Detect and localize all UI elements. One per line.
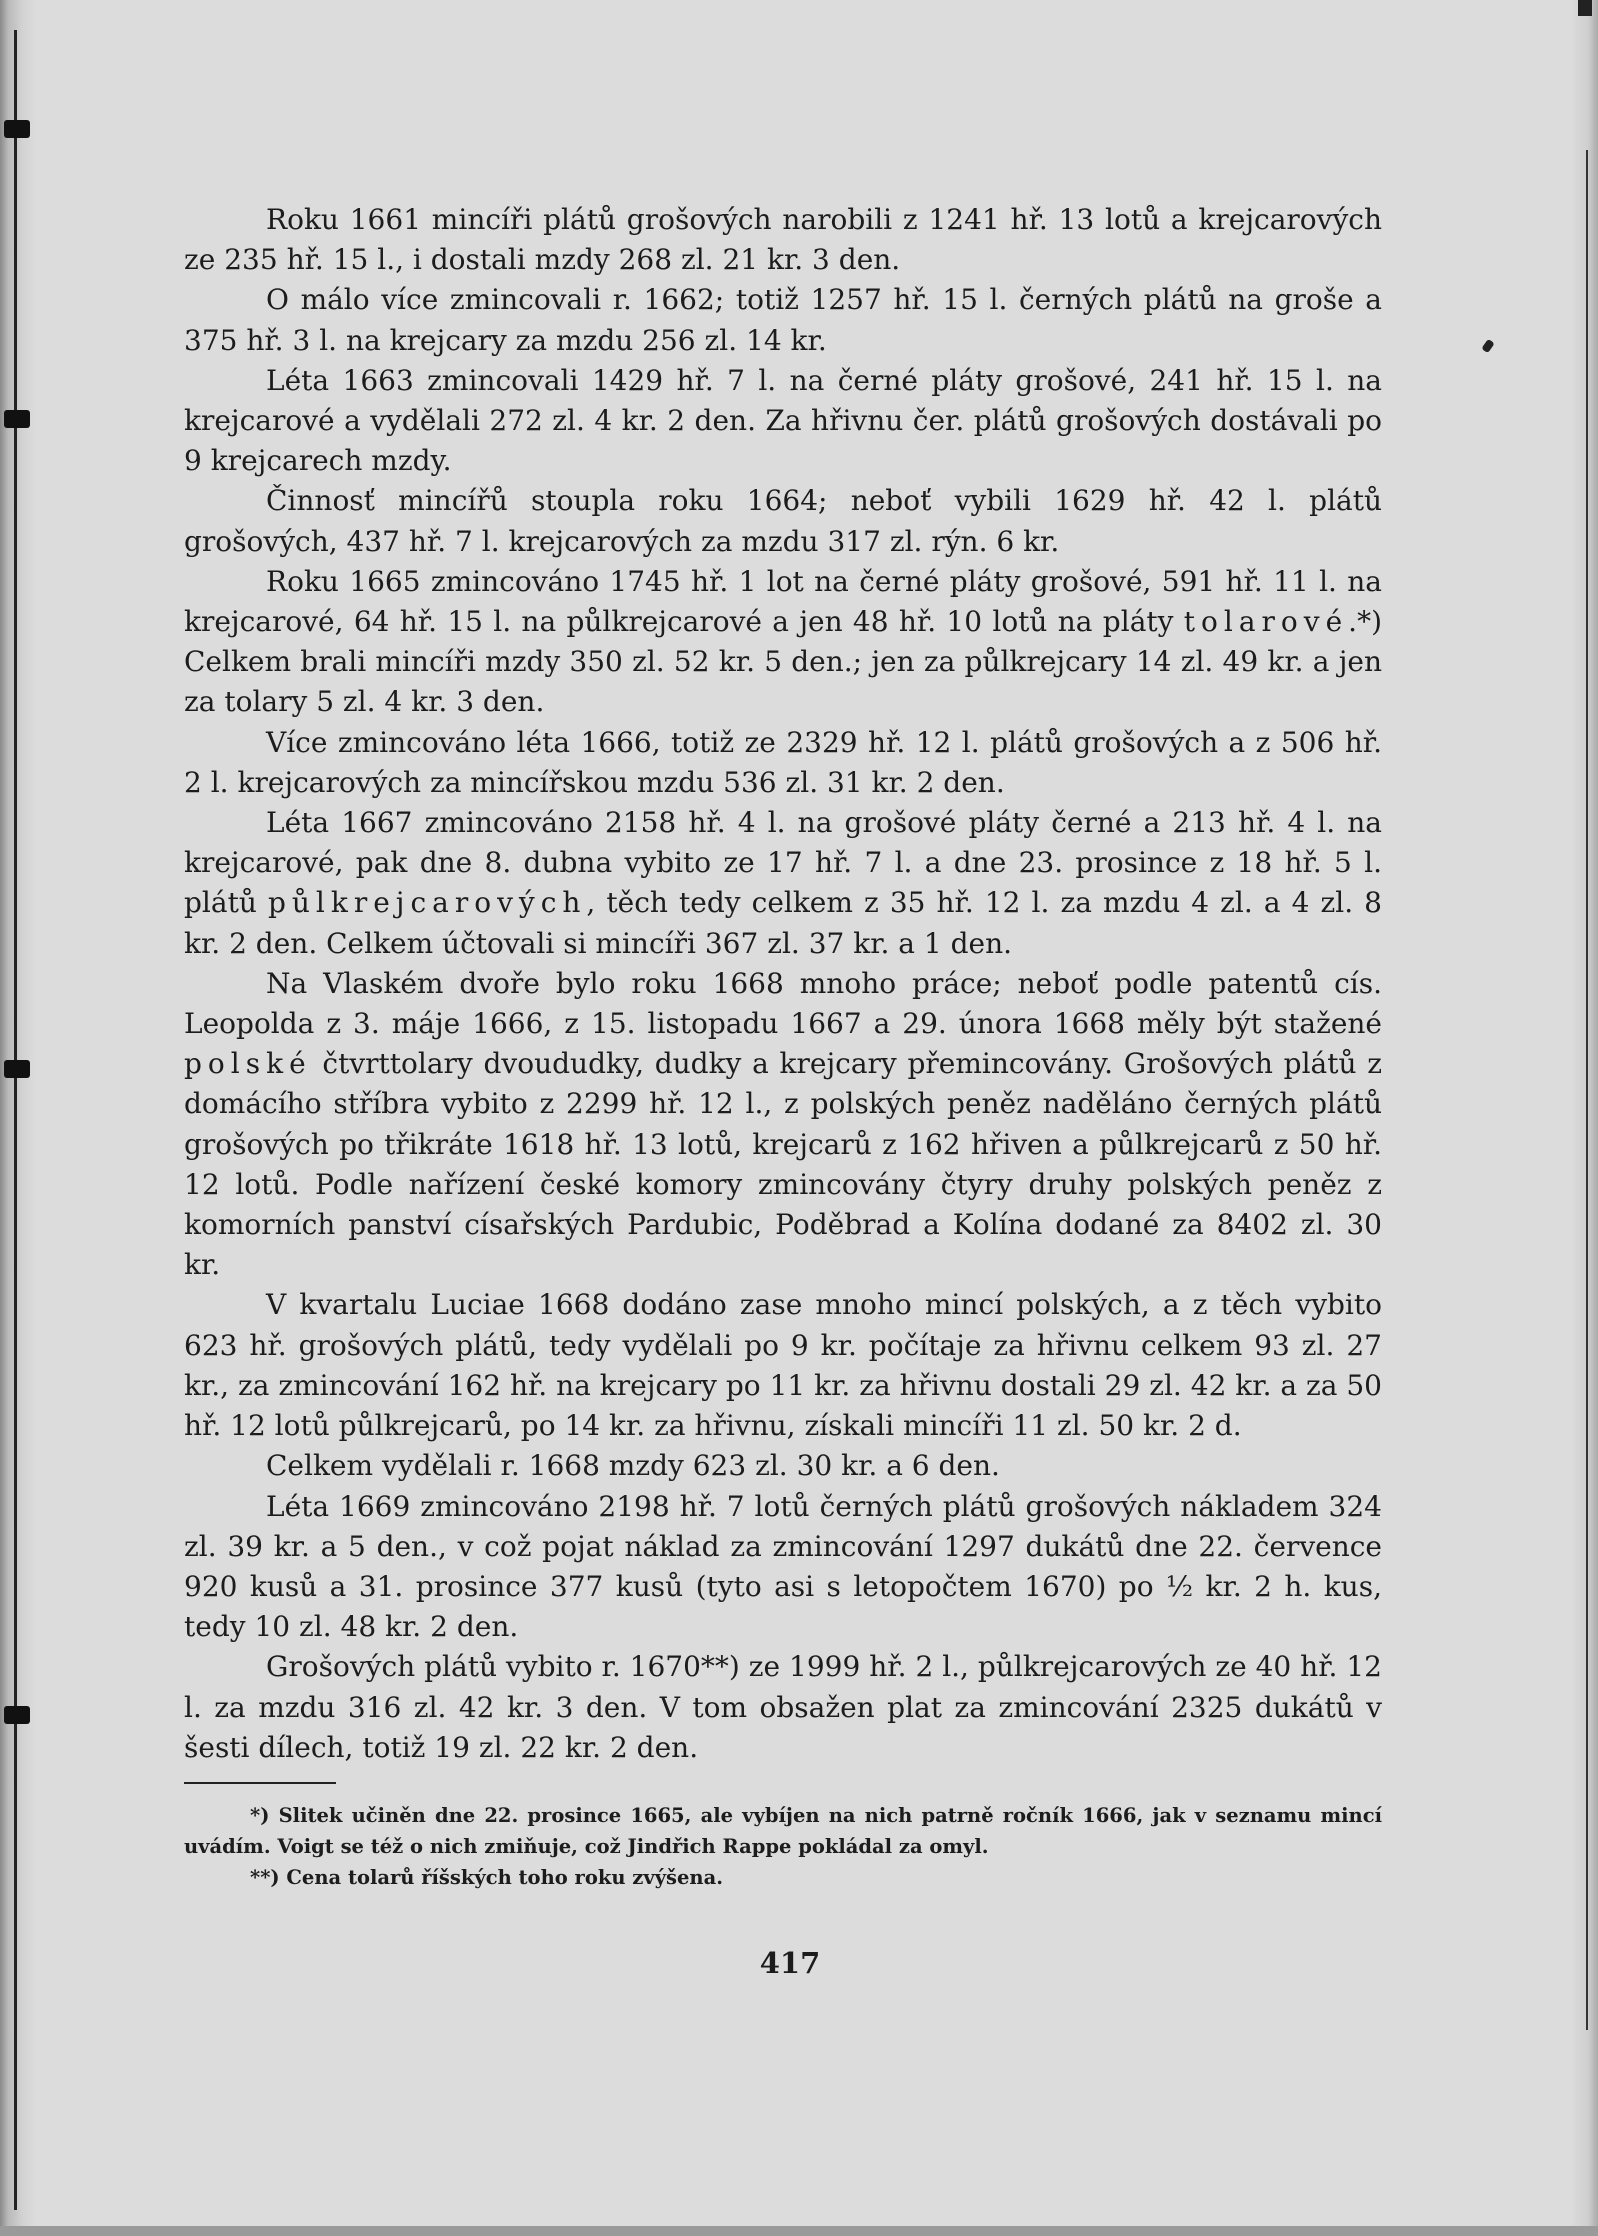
- page-number: 417: [759, 1946, 821, 1980]
- text-run: O málo více zmincovali r. 1662; totiž 1257 hř. 15 l. černých plátů na groše a 375 hř. 3 l. na krejcary za mzdu 256 zl. 14 kr.: [184, 283, 1382, 357]
- paragraph: [184, 723, 1382, 803]
- text-run: .*) Celkem brali mincíři mzdy 350 zl. 52 kr. 5 den.; jen za půlkrejcary 14 zl. 49 kr. a jen za tolary 5 zl. 4 kr. 3 den.: [184, 605, 1382, 719]
- paragraph: [184, 1647, 1382, 1768]
- binding-mark: [4, 410, 30, 428]
- footnotes: [184, 1800, 1382, 1893]
- text-run: Grošových plátů vybito r. 1670**) ze 1999 hř. 2 l., půlkrejcarových ze 40 hř. 12 l. za mzdu 316 zl. 42 kr. 3 den. V tom obsažen plat za zmincování 2325 dukátů v šesti dílech, totiž 19 zl. 22 kr. 2 den.: [184, 1650, 1382, 1764]
- text-run: Celkem vydělali r. 1668 mzdy 623 zl. 30 kr. a 6 den.: [266, 1449, 1000, 1483]
- paragraph: [184, 280, 1382, 360]
- text-run: V kvartalu Luciae 1668 dodáno zase mnoho mincí polských, a z těch vybito 623 hř. grošových plátů, tedy vydělali po 9 kr. počítaje za hřivnu celkem 93 zl. 27 kr., za zmincování 162 hř. na krejcary po 11 kr. za hřivnu dostali 29 zl. 42 kr. a za 50 hř. 12 lotů půlkrejcarů, po 14 kr. za hřivnu, získali mincíři 11 zl. 50 kr. 2 d.: [184, 1288, 1382, 1443]
- binding-line: [14, 30, 17, 2210]
- binding-mark: [4, 1060, 30, 1078]
- binding-mark: [4, 120, 30, 138]
- bottom-page-edge: [0, 2226, 1598, 2236]
- text-run: Léta 1669 zmincováno 2198 hř. 7 lotů černých plátů grošových nákladem 324 zl. 39 kr. a 5 den., v což pojat náklad za zmincování 1297 dukátů dne 22. července 920 kusů a 31. prosince 377 kusů (tyto asi s letopočtem 1670) po ½ kr. 2 h. kus, tedy 10 zl. 48 kr. 2 den.: [184, 1489, 1382, 1644]
- text-run: Na Vlaském dvoře bylo roku 1668 mnoho práce; neboť podle patentů cís. Leopolda z 3. máje 1666, z 15. listopadu 1667 a 29. února 1668 měly být stažené: [184, 966, 1382, 1041]
- footnote: *) Slitek učiněn dne 22. prosince 1665, ale vybíjen na nich patrně ročník 1666, jak v seznamu mincí uvádím. Voigt se též o nich zmiňuje, což Jindřich Rappe pokládal za omyl.: [184, 1804, 1382, 1858]
- text-run: Léta 1663 zmincovali 1429 hř. 7 l. na černé pláty grošové, 241 hř. 15 l. na krejcarové a vydělali 272 zl. 4 kr. 2 den. Za hřivnu čer. plátů grošových dostávali po 9 krejcarech mzdy.: [184, 363, 1382, 478]
- paragraph: [184, 562, 1382, 723]
- text-run: čtvrttolary dvoududky, dudky a krejcary přemincovány. Grošových plátů z domácího stříbra vybito z 2299 hř. 12 l., z polských peněz naděláno černých plátů grošových po třikráte 1618 hř. 13 lotů, krejcarů z 162 hřiven a půlkrejcarů z 50 hř. 12 lotů. Podle nařízení české komory zmincovány čtyry druhy polských peněz z komorních panství císařských Pardubic, Poděbrad a Kolína dodané za 8402 zl. 30 kr.: [184, 1047, 1382, 1282]
- text-run: Více zmincováno léta 1666, totiž ze 2329 hř. 12 l. plátů grošových a z 506 hř. 2 l. krejcarových za mincířskou mzdu 536 zl. 31 kr. 2 den.: [184, 725, 1382, 799]
- right-page-edge: [1570, 0, 1598, 2236]
- paragraph: [184, 803, 1382, 964]
- paragraph: [184, 1487, 1382, 1648]
- paragraph: [184, 1446, 1382, 1486]
- text-run: Roku 1661 mincíři plátů grošových narobili z 1241 hř. 13 lotů a krejcarových ze 235 hř. 15 l., i dostali mzdy 268 zl. 21 kr. 3 den.: [184, 203, 1382, 277]
- binding-mark: [4, 1706, 30, 1724]
- footnote-rule: [184, 1782, 336, 1784]
- paragraph: [184, 200, 1382, 280]
- ink-speck: [1481, 339, 1494, 353]
- binding-edge: [0, 0, 36, 2236]
- paragraph: [184, 964, 1382, 1286]
- paragraph: [184, 361, 1382, 482]
- text-run: Léta 1667 zmincováno 2158 hř. 4 l. na grošové pláty černé a 213 hř. 4 l. na krejcarové, pak dne 8. dubna vybito ze 17 hř. 7 l. a dne 23. prosince z 18 hř. 5 l. plátů: [184, 806, 1382, 920]
- right-edge-line: [1586, 150, 1588, 2030]
- text-run: Činnosť mincířů stoupla roku 1664; neboť vybili 1629 hř. 42 l. plátů grošových, 437 hř. 7 l. krejcarových za mzdu 317 zl. rýn. 6 kr.: [184, 484, 1382, 558]
- paragraph: [184, 1285, 1382, 1446]
- spaced-text: tolarové: [1183, 605, 1349, 639]
- text-run: Roku 1665 zmincováno 1745 hř. 1 lot na černé pláty grošové, 591 hř. 11 l. na krejcarové, 64 hř. 15 l. na půlkrejcarové a jen 48 hř. 10 lotů na pláty: [184, 564, 1382, 639]
- spaced-text: půlkrejcarových: [267, 886, 587, 920]
- corner-mark: [1578, 0, 1592, 16]
- spaced-text: polské: [184, 1047, 312, 1081]
- body-text: [184, 200, 1382, 1768]
- paragraph: [184, 481, 1382, 561]
- footnote: **) Cena tolarů říšských toho roku zvýšena.: [250, 1866, 724, 1889]
- text-run: , těch tedy celkem z 35 hř. 12 l. za mzdu 4 zl. a 4 zl. 8 kr. 2 den. Celkem účtovali si mincíři 367 zl. 37 kr. a 1 den.: [184, 886, 1382, 960]
